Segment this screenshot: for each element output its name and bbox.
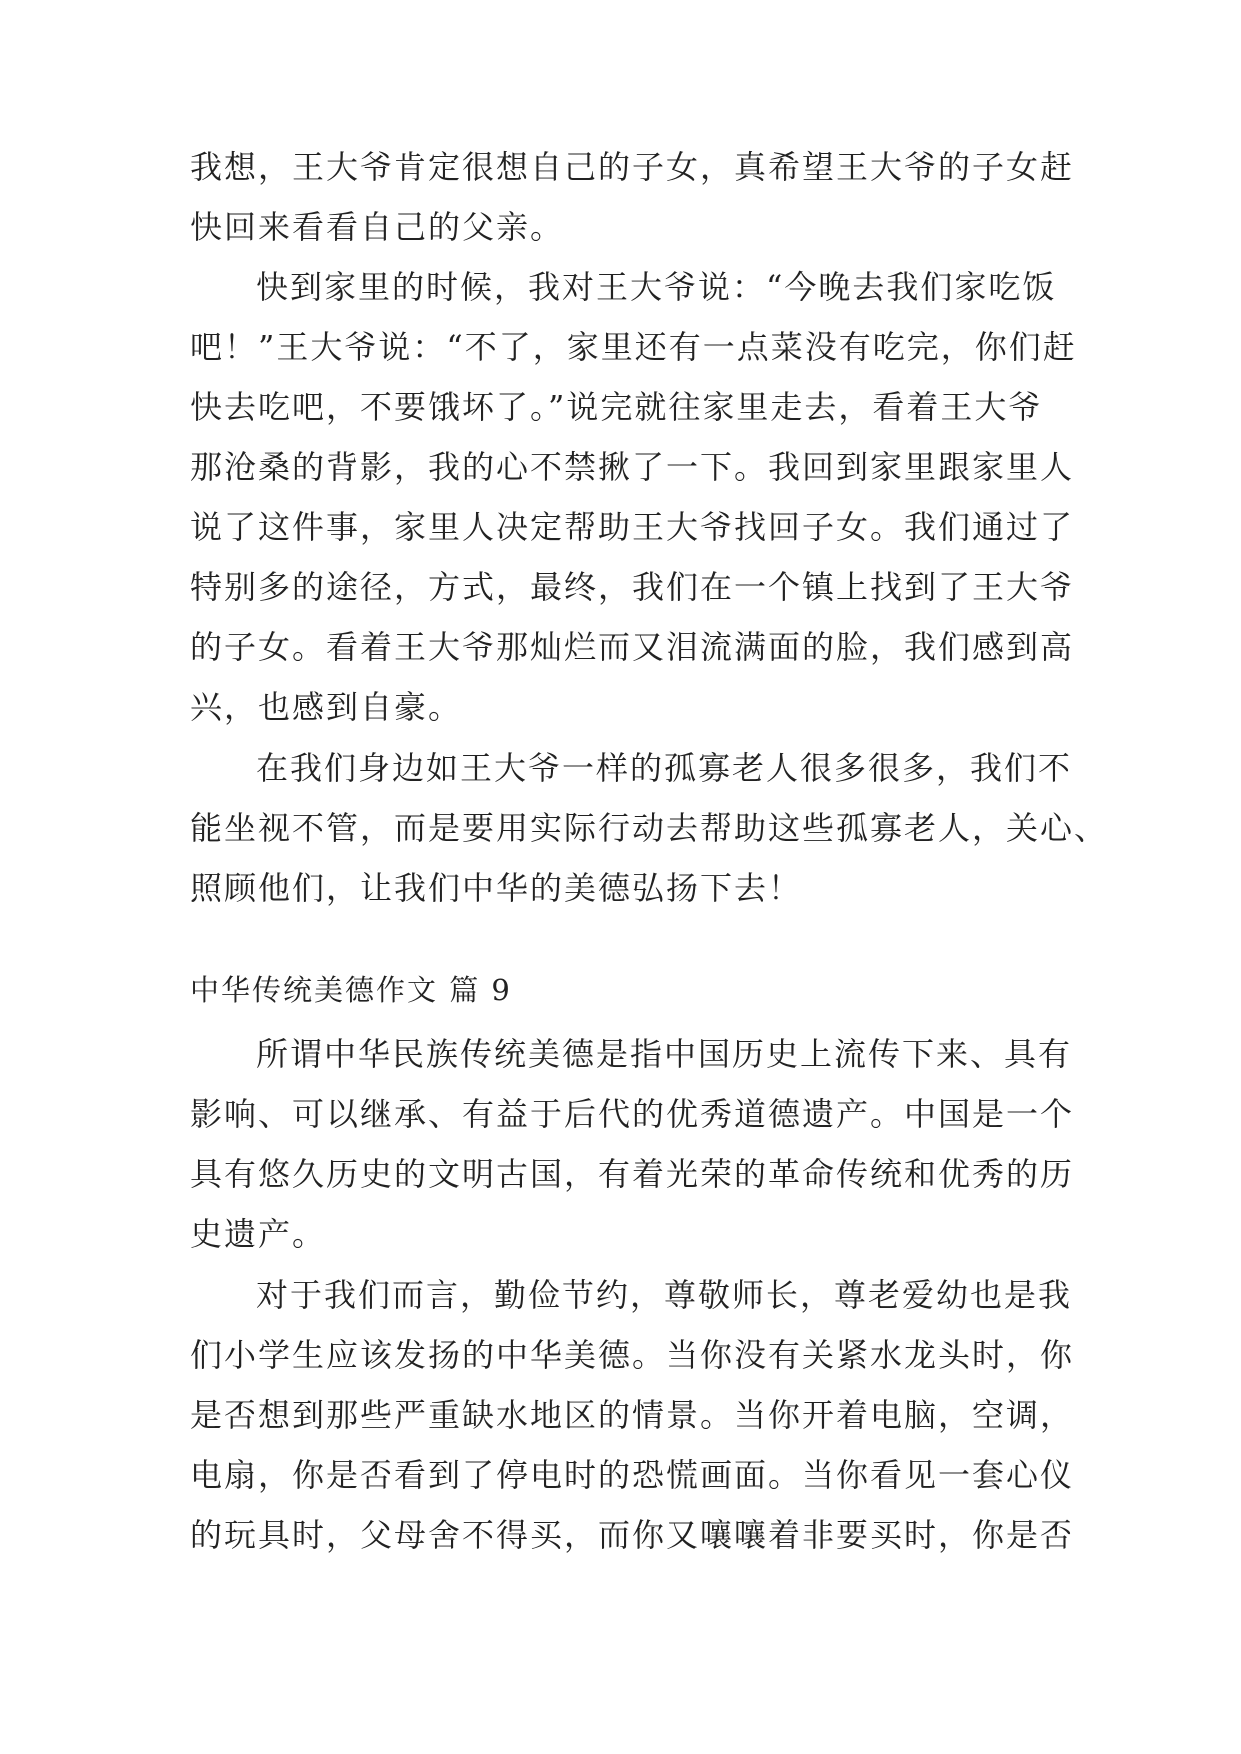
paragraph-line: 快到家里的时候，我对王大爷说：“今晚去我们家吃饭	[256, 268, 1057, 306]
paragraph-line: 特别多的途径，方式，最终，我们在一个镇上找到了王大爷	[190, 568, 1075, 606]
paragraph-line: 吧！”王大爷说：“不了，家里还有一点菜没有吃完，你们赶	[190, 328, 1077, 366]
paragraph-line: 快去吃吧，不要饿坏了。”说完就往家里走去，看着王大爷	[190, 388, 1043, 426]
paragraph-line: 兴，也感到自豪。	[190, 688, 463, 726]
paragraph-line: 快回来看看自己的父亲。	[190, 208, 565, 246]
paragraph-line: 所谓中华民族传统美德是指中国历史上流传下来、具有	[256, 1035, 1073, 1073]
paragraph-line: 的玩具时，父母舍不得买，而你又嚷嚷着非要买时，你是否	[190, 1516, 1075, 1554]
paragraph-line: 史遗产。	[190, 1215, 327, 1253]
paragraph-line: 是否想到那些严重缺水地区的情景。当你开着电脑，空调，	[190, 1396, 1075, 1434]
paragraph-line: 对于我们而言，勤俭节约，尊敬师长，尊老爱幼也是我	[256, 1276, 1073, 1314]
paragraph-line: 我想，王大爷肯定很想自己的子女，真希望王大爷的子女赶	[190, 148, 1075, 186]
paragraph-line: 电扇，你是否看到了停电时的恐慌画面。当你看见一套心仪	[190, 1456, 1075, 1494]
paragraph-line: 那沧桑的背影，我的心不禁揪了一下。我回到家里跟家里人	[190, 448, 1075, 486]
paragraph-line: 具有悠久历史的文明古国，有着光荣的革命传统和优秀的历	[190, 1155, 1075, 1193]
paragraph-line: 的子女。看着王大爷那灿烂而又泪流满面的脸，我们感到高	[190, 628, 1075, 666]
paragraph-line: 们小学生应该发扬的中华美德。当你没有关紧水龙头时，你	[190, 1336, 1075, 1374]
paragraph-line: 照顾他们，让我们中华的美德弘扬下去！	[190, 869, 803, 907]
paragraph-line: 影响、可以继承、有益于后代的优秀道德遗产。中国是一个	[190, 1095, 1075, 1133]
paragraph-line: 说了这件事，家里人决定帮助王大爷找回子女。我们通过了	[190, 508, 1075, 546]
paragraph-line: 在我们身边如王大爷一样的孤寡老人很多很多，我们不	[256, 749, 1073, 787]
section-heading: 中华传统美德作文 篇 9	[190, 973, 512, 1007]
paragraph-line: 能坐视不管，而是要用实际行动去帮助这些孤寡老人，关心、	[190, 809, 1109, 847]
